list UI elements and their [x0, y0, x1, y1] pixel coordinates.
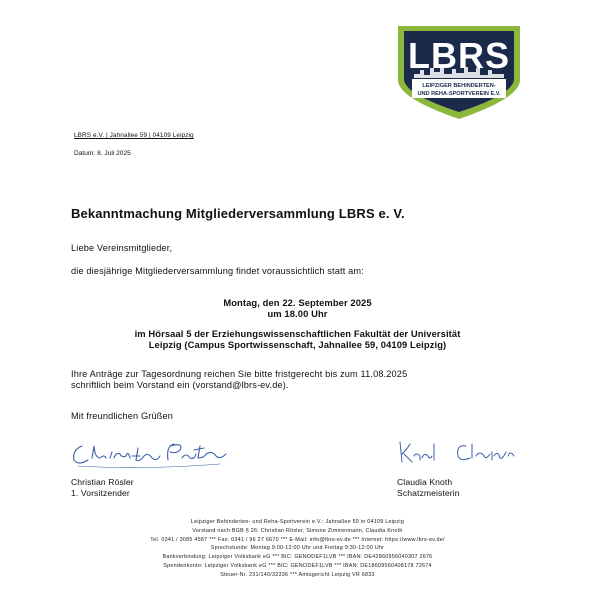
signer-role-right: Schatzmeisterin: [397, 487, 460, 498]
letter-date: Datum: 8. Juli 2025: [74, 150, 131, 157]
logo-banner-line1: LEIPZIGER BEHINDERTEN-: [422, 83, 496, 89]
signer-role-left: 1. Vorsitzender: [71, 487, 130, 498]
footer-line-board: Vorstand nach BGB § 26: Christian Rösler, Simone Zimmermann, Claudia Knoth: [192, 527, 403, 534]
event-place-line1: im Hörsaal 5 der Erziehungswissenschaftlichen Fakultät der Universität: [134, 328, 461, 339]
signer-name-left: Christian Rösler: [71, 477, 134, 487]
signature-block-right: [397, 477, 460, 498]
lbrs-logo: [394, 22, 524, 122]
logo-letters: LBRS: [408, 35, 510, 76]
footer-line-tax: Steuer-Nr. 231/140/32336 *** Amtsgericht Leipzig VR 6833: [220, 571, 375, 578]
requests-line1: Ihre Anträge zur Tagesordnung reichen Sie bitte fristgerecht bis zum 11.08.2025: [71, 369, 408, 379]
headline: Bekanntmachung Mitgliederversammlung LBRS e. V.: [71, 206, 405, 221]
logo-banner-line2: UND REHA-SPORTVEREIN E.V.: [417, 91, 501, 97]
footer-line-hours: Sprechstunde: Montag 9:00-12:00 Uhr und Freitag 9:30-12:00 Uhr: [210, 545, 385, 552]
salutation: Liebe Vereinsmitglieder,: [71, 243, 173, 253]
signature-block-left: [71, 477, 134, 498]
sender-line: LBRS e.V. | Jahnallee 59 | 04109 Leipzig: [74, 132, 194, 139]
signer-name-right: Claudia Knoth: [397, 477, 453, 487]
event-date: Montag, den 22. September 2025: [223, 297, 372, 308]
footer: [0, 518, 595, 580]
closing: Mit freundlichen Grüßen: [71, 411, 174, 421]
footer-line-donations: Spendenkonto: Leipziger Volksbank eG *** BIC: GENODEF1LVB *** IBAN: DE18609560408178 72674: [163, 562, 432, 569]
event-time: um 18.00 Uhr: [267, 308, 328, 319]
signature-claudia-knoth: [396, 436, 520, 472]
footer-line-bank: Bankverbindung: Leipziger Volksbank eG *** BIC: GENODEF1LVB *** IBAN: DE42860956040307 2676: [162, 554, 433, 561]
intro-text: die diesjährige Mitgliederversammlung findet voraussichtlich statt am:: [71, 266, 364, 276]
footer-line-address: Leipziger Behinderten- und Reha-Sportverein e.V.: Jahnallee 59 in 04109 Leipzig: [190, 519, 405, 525]
requests-paragraph: [71, 369, 551, 391]
signature-christian-roesler: [70, 436, 240, 472]
event-place-line2: Leipzig (Campus Sportwissenschaft, Jahnallee 59, 04109 Leipzig): [148, 339, 447, 350]
footer-line-contact: Tel. 0341 / 3085 4587 *** Fax: 0341 / 96 27 6670 *** E-Mail: info@lbrs-ev.de *** Internet: https://www.lbrs-ev.de/: [150, 536, 445, 543]
requests-line2: schriftlich beim Vorstand ein (vorstand@lbrs-ev.de).: [71, 380, 289, 390]
